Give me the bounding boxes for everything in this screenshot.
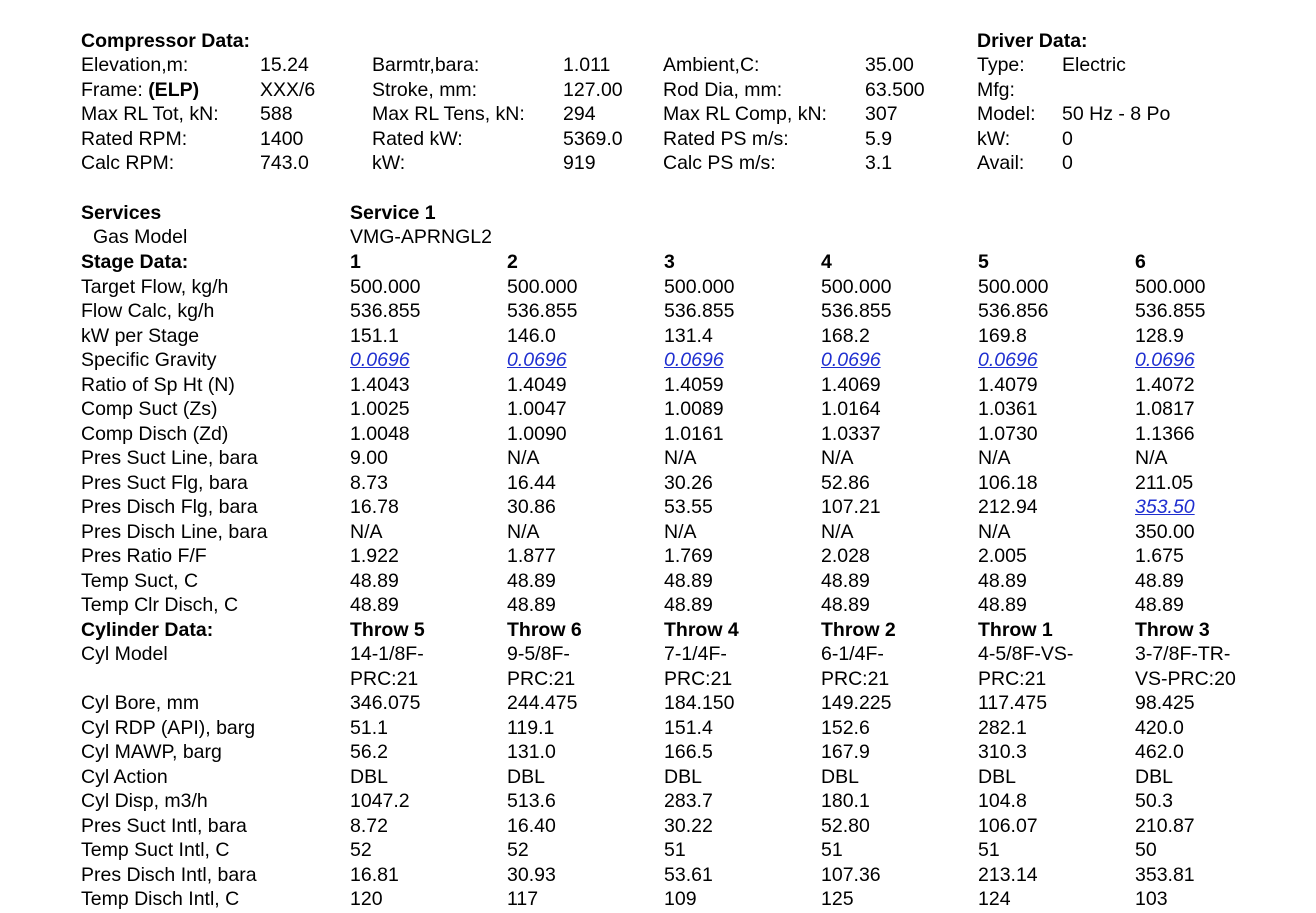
stage-value-link[interactable]: 0.0696 <box>664 349 724 371</box>
elevation-value: 15.24 <box>260 54 309 76</box>
stage-column-header: 2 <box>507 251 518 273</box>
rod-dia-value: 63.500 <box>865 79 925 101</box>
cylinder-row-label: Temp Suct Intl, C <box>81 839 230 861</box>
stage-value: 500.000 <box>1135 276 1206 298</box>
cylinder-row-label: Cyl MAWP, barg <box>81 741 222 763</box>
max-rl-tens-label: Max RL Tens, kN: <box>372 103 525 125</box>
cylinder-value: 131.0 <box>507 741 556 763</box>
cyl-model-line2: PRC:21 <box>350 668 419 690</box>
stage-value: 1.769 <box>664 545 713 567</box>
cyl-model-line1: 9-5/8F- <box>507 643 570 665</box>
cyl-model-line2: PRC:21 <box>821 668 890 690</box>
cyl-model-label: Cyl Model <box>81 643 168 665</box>
cylinder-row-label: Pres Disch Intl, bara <box>81 864 257 886</box>
cylinder-value: 104.8 <box>978 790 1027 812</box>
stage-value: 1.0048 <box>350 423 410 445</box>
stage-value: 1.0337 <box>821 423 881 445</box>
stage-value: 536.855 <box>664 300 735 322</box>
driver-model-label: Model: <box>977 103 1036 125</box>
stage-value-link[interactable]: 0.0696 <box>978 349 1038 371</box>
driver-model-value: 50 Hz - 8 Po <box>1062 103 1171 125</box>
stage-value: 1.0730 <box>978 423 1038 445</box>
cyl-model-line1: 3-7/8F-TR- <box>1135 643 1231 665</box>
cylinder-value: 149.225 <box>821 692 892 714</box>
cylinder-value: 52 <box>507 839 529 861</box>
stage-value: 1.4049 <box>507 374 567 396</box>
stage-value: 48.89 <box>350 594 399 616</box>
cylinder-value: 119.1 <box>507 717 555 739</box>
stage-value: 48.89 <box>821 594 870 616</box>
cylinder-value: 346.075 <box>350 692 421 714</box>
frame-label <box>81 78 199 103</box>
rated-ps-value: 5.9 <box>865 128 893 150</box>
stage-value: 1.0047 <box>507 398 567 420</box>
cylinder-column-header: Throw 2 <box>821 619 896 641</box>
driver-avail-value: 0 <box>1062 152 1073 174</box>
rated-rpm-value: 1400 <box>260 128 304 150</box>
stage-value: 146.0 <box>507 325 556 347</box>
stage-row-label: Pres Ratio F/F <box>81 545 207 567</box>
stage-value: 500.000 <box>350 276 421 298</box>
cyl-model-line1: 6-1/4F- <box>821 643 884 665</box>
stage-data-title: Stage Data: <box>81 251 189 273</box>
cylinder-value: 120 <box>350 888 383 910</box>
driver-mfg-label: Mfg: <box>977 79 1015 101</box>
stage-value: N/A <box>664 447 697 469</box>
stage-value: 169.8 <box>978 325 1027 347</box>
stage-value-link[interactable]: 0.0696 <box>1135 349 1195 371</box>
cylinder-value: 8.72 <box>350 815 388 837</box>
driver-kw-label: kW: <box>977 128 1011 150</box>
stage-value: 48.89 <box>978 594 1027 616</box>
stage-value: 1.4072 <box>1135 374 1195 396</box>
stage-row-label: Pres Suct Flg, bara <box>81 472 248 494</box>
stage-value: 30.86 <box>507 496 556 518</box>
cylinder-value: 52.80 <box>821 815 870 837</box>
cyl-model-line2: PRC:21 <box>978 668 1047 690</box>
stage-row-label: Temp Suct, C <box>81 570 199 592</box>
stage-value: N/A <box>978 521 1011 543</box>
cylinder-column-header: Throw 3 <box>1135 619 1210 641</box>
stage-row-label: Pres Disch Flg, bara <box>81 496 258 518</box>
cylinder-value: 125 <box>821 888 854 910</box>
rod-dia-label: Rod Dia, mm: <box>663 79 783 101</box>
cylinder-value: DBL <box>978 766 1016 788</box>
stage-value: 1.0025 <box>350 398 410 420</box>
stage-value: 1.0817 <box>1135 398 1195 420</box>
rated-kw-value: 5369.0 <box>563 128 623 150</box>
cylinder-value: 117 <box>507 888 539 910</box>
cylinder-value: DBL <box>821 766 859 788</box>
stage-value: 2.005 <box>978 545 1027 567</box>
cylinder-value: 283.7 <box>664 790 713 812</box>
stage-row-label: Target Flow, kg/h <box>81 276 229 298</box>
stage-value: 500.000 <box>821 276 892 298</box>
driver-type-value: Electric <box>1062 54 1126 76</box>
stage-row-label: Temp Clr Disch, C <box>81 594 239 616</box>
cylinder-value: DBL <box>664 766 702 788</box>
cyl-model-line2: VS-PRC:20 <box>1135 668 1236 690</box>
cylinder-value: 210.87 <box>1135 815 1195 837</box>
stroke-label: Stroke, mm: <box>372 79 478 101</box>
cylinder-row-label: Cyl RDP (API), barg <box>81 717 256 739</box>
cylinder-value: 50.3 <box>1135 790 1173 812</box>
gas-model-value: VMG-APRNGL2 <box>350 226 492 248</box>
gas-model-label: Gas Model <box>93 226 188 248</box>
cylinder-value: 167.9 <box>821 741 870 763</box>
cylinder-row-label: Temp Disch Intl, C <box>81 888 240 910</box>
barmtr-value: 1.011 <box>563 54 611 76</box>
stage-value: 1.4069 <box>821 374 881 396</box>
stage-value: 1.1366 <box>1135 423 1195 445</box>
frame-label-text: Frame: <box>81 79 143 101</box>
stage-value-link[interactable]: 353.50 <box>1135 496 1195 518</box>
kw-label: kW: <box>372 152 406 174</box>
cylinder-value: 1047.2 <box>350 790 410 812</box>
cylinder-value: 109 <box>664 888 697 910</box>
driver-data-title: Driver Data: <box>977 30 1088 52</box>
stage-value: 500.000 <box>664 276 735 298</box>
stage-value: 128.9 <box>1135 325 1184 347</box>
calc-rpm-value: 743.0 <box>260 152 309 174</box>
stage-value: 48.89 <box>350 570 399 592</box>
stroke-value: 127.00 <box>563 79 623 101</box>
driver-avail-label: Avail: <box>977 152 1025 174</box>
stage-value: 350.00 <box>1135 521 1195 543</box>
stage-value: 1.0161 <box>664 423 724 445</box>
cylinder-column-header: Throw 6 <box>507 619 582 641</box>
cyl-model-line1: 4-5/8F-VS- <box>978 643 1074 665</box>
stage-value: 107.21 <box>821 496 881 518</box>
cylinder-value: 462.0 <box>1135 741 1184 763</box>
cylinder-value: 107.36 <box>821 864 881 886</box>
stage-column-header: 5 <box>978 251 989 273</box>
max-rl-tens-value: 294 <box>563 103 596 125</box>
stage-value: 500.000 <box>978 276 1049 298</box>
cylinder-value: 30.22 <box>664 815 713 837</box>
stage-value: 1.4059 <box>664 374 724 396</box>
max-rl-comp-label: Max RL Comp, kN: <box>663 103 827 125</box>
stage-value: 536.856 <box>978 300 1049 322</box>
stage-row-label: Pres Suct Line, bara <box>81 447 258 469</box>
stage-value: 48.89 <box>664 570 713 592</box>
stage-value: 48.89 <box>507 570 556 592</box>
stage-value: 211.05 <box>1135 472 1194 494</box>
kw-value: 919 <box>563 152 596 174</box>
cylinder-value: 56.2 <box>350 741 388 763</box>
cylinder-value: 50 <box>1135 839 1157 861</box>
cylinder-row-label: Cyl Bore, mm <box>81 692 200 714</box>
cylinder-value: 30.93 <box>507 864 556 886</box>
stage-value: 1.675 <box>1135 545 1184 567</box>
stage-value: 48.89 <box>978 570 1027 592</box>
cylinder-data-title: Cylinder Data: <box>81 619 214 641</box>
stage-value: N/A <box>1135 447 1168 469</box>
ambient-label: Ambient,C: <box>663 54 760 76</box>
stage-value-link[interactable]: 0.0696 <box>821 349 881 371</box>
stage-value: 1.4079 <box>978 374 1038 396</box>
stage-value: 1.0090 <box>507 423 567 445</box>
stage-column-header: 6 <box>1135 251 1146 273</box>
stage-value: 1.922 <box>350 545 399 567</box>
cylinder-value: 117.475 <box>978 692 1048 714</box>
stage-value: N/A <box>821 521 854 543</box>
ambient-value: 35.00 <box>865 54 914 76</box>
cylinder-column-header: Throw 4 <box>664 619 739 641</box>
stage-value: 168.2 <box>821 325 870 347</box>
cylinder-value: 353.81 <box>1135 864 1195 886</box>
elevation-label: Elevation,m: <box>81 54 189 76</box>
stage-row-label: Comp Disch (Zd) <box>81 423 229 445</box>
cylinder-value: 16.81 <box>350 864 399 886</box>
calc-rpm-label: Calc RPM: <box>81 152 175 174</box>
stage-value: 16.78 <box>350 496 399 518</box>
cylinder-value: DBL <box>350 766 388 788</box>
cylinder-value: 51 <box>664 839 686 861</box>
stage-value: 536.855 <box>350 300 421 322</box>
stage-value: N/A <box>821 447 854 469</box>
cylinder-value: 310.3 <box>978 741 1027 763</box>
stage-value: 53.55 <box>664 496 713 518</box>
max-rl-comp-value: 307 <box>865 103 898 125</box>
frame-value: XXX/6 <box>260 79 316 101</box>
stage-value: 1.0164 <box>821 398 881 420</box>
stage-column-header: 4 <box>821 251 832 273</box>
cylinder-value: 213.14 <box>978 864 1038 886</box>
stage-value: 48.89 <box>1135 570 1184 592</box>
stage-row-label: Specific Gravity <box>81 349 217 371</box>
stage-row-label: Ratio of Sp Ht (N) <box>81 374 235 396</box>
stage-value: 16.44 <box>507 472 556 494</box>
stage-row-label: kW per Stage <box>81 325 200 347</box>
cylinder-value: 420.0 <box>1135 717 1184 739</box>
cylinder-value: DBL <box>507 766 545 788</box>
cylinder-value: 124 <box>978 888 1011 910</box>
cyl-model-line2: PRC:21 <box>507 668 576 690</box>
stage-value: 2.028 <box>821 545 870 567</box>
cylinder-value: 51.1 <box>350 717 388 739</box>
compressor-data-title: Compressor Data: <box>81 30 251 52</box>
stage-value: 151.1 <box>350 325 399 347</box>
stage-value: 536.855 <box>1135 300 1206 322</box>
stage-value: 1.4043 <box>350 374 410 396</box>
stage-value: 106.18 <box>978 472 1038 494</box>
stage-value: 52.86 <box>821 472 870 494</box>
stage-value: 48.89 <box>507 594 556 616</box>
stage-value: N/A <box>664 521 697 543</box>
stage-value: 1.0361 <box>978 398 1038 420</box>
cyl-model-line2: PRC:21 <box>664 668 733 690</box>
cylinder-value: 51 <box>821 839 843 861</box>
stage-value: 8.73 <box>350 472 388 494</box>
cyl-model-line1: 7-1/4F- <box>664 643 727 665</box>
service-name: Service 1 <box>350 202 436 224</box>
cylinder-row-label: Cyl Disp, m3/h <box>81 790 208 812</box>
cylinder-value: 184.150 <box>664 692 735 714</box>
stage-value: 1.877 <box>507 545 556 567</box>
cylinder-value: 282.1 <box>978 717 1027 739</box>
cylinder-value: DBL <box>1135 766 1173 788</box>
cylinder-value: 244.475 <box>507 692 578 714</box>
stage-value: 536.855 <box>507 300 578 322</box>
driver-kw-value: 0 <box>1062 128 1073 150</box>
cylinder-value: 103 <box>1135 888 1168 910</box>
max-rl-tot-value: 588 <box>260 103 293 125</box>
stage-value: N/A <box>978 447 1011 469</box>
stage-row-label: Comp Suct (Zs) <box>81 398 218 420</box>
stage-value: 131.4 <box>664 325 713 347</box>
rated-ps-label: Rated PS m/s: <box>663 128 789 150</box>
services-title: Services <box>81 202 162 224</box>
stage-value: N/A <box>350 521 383 543</box>
stage-row-label: Flow Calc, kg/h <box>81 300 215 322</box>
stage-value: 48.89 <box>664 594 713 616</box>
stage-value-link[interactable]: 0.0696 <box>507 349 567 371</box>
stage-value: 9.00 <box>350 447 388 469</box>
stage-row-label: Pres Disch Line, bara <box>81 521 268 543</box>
stage-column-header: 1 <box>350 251 361 273</box>
cylinder-column-header: Throw 5 <box>350 619 425 641</box>
stage-column-header: 3 <box>664 251 675 273</box>
cylinder-column-header: Throw 1 <box>978 619 1053 641</box>
cylinder-value: 513.6 <box>507 790 556 812</box>
stage-value: 48.89 <box>1135 594 1184 616</box>
rated-rpm-label: Rated RPM: <box>81 128 188 150</box>
rated-kw-label: Rated kW: <box>372 128 463 150</box>
stage-value: 1.0089 <box>664 398 724 420</box>
stage-value: 48.89 <box>821 570 870 592</box>
cylinder-value: 180.1 <box>821 790 870 812</box>
barmtr-label: Barmtr,bara: <box>372 54 480 76</box>
cylinder-row-label: Pres Suct Intl, bara <box>81 815 247 837</box>
cylinder-value: 53.61 <box>664 864 713 886</box>
cylinder-value: 152.6 <box>821 717 870 739</box>
stage-value: 500.000 <box>507 276 578 298</box>
calc-ps-label: Calc PS m/s: <box>663 152 776 174</box>
stage-value: N/A <box>507 447 540 469</box>
frame-tag: (ELP) <box>148 79 200 101</box>
cylinder-value: 166.5 <box>664 741 713 763</box>
cylinder-value: 16.40 <box>507 815 556 837</box>
cylinder-value: 106.07 <box>978 815 1038 837</box>
stage-value: N/A <box>507 521 540 543</box>
cylinder-value: 151.4 <box>664 717 713 739</box>
calc-ps-value: 3.1 <box>865 152 893 174</box>
stage-value-link[interactable]: 0.0696 <box>350 349 410 371</box>
driver-type-label: Type: <box>977 54 1025 76</box>
cylinder-value: 51 <box>978 839 1000 861</box>
cylinder-value: 52 <box>350 839 372 861</box>
max-rl-tot-label: Max RL Tot, kN: <box>81 103 219 125</box>
stage-value: 30.26 <box>664 472 713 494</box>
stage-value: 536.855 <box>821 300 892 322</box>
cyl-model-line1: 14-1/8F- <box>350 643 424 665</box>
stage-value: 212.94 <box>978 496 1038 518</box>
cylinder-value: 98.425 <box>1135 692 1195 714</box>
cylinder-row-label: Cyl Action <box>81 766 168 788</box>
